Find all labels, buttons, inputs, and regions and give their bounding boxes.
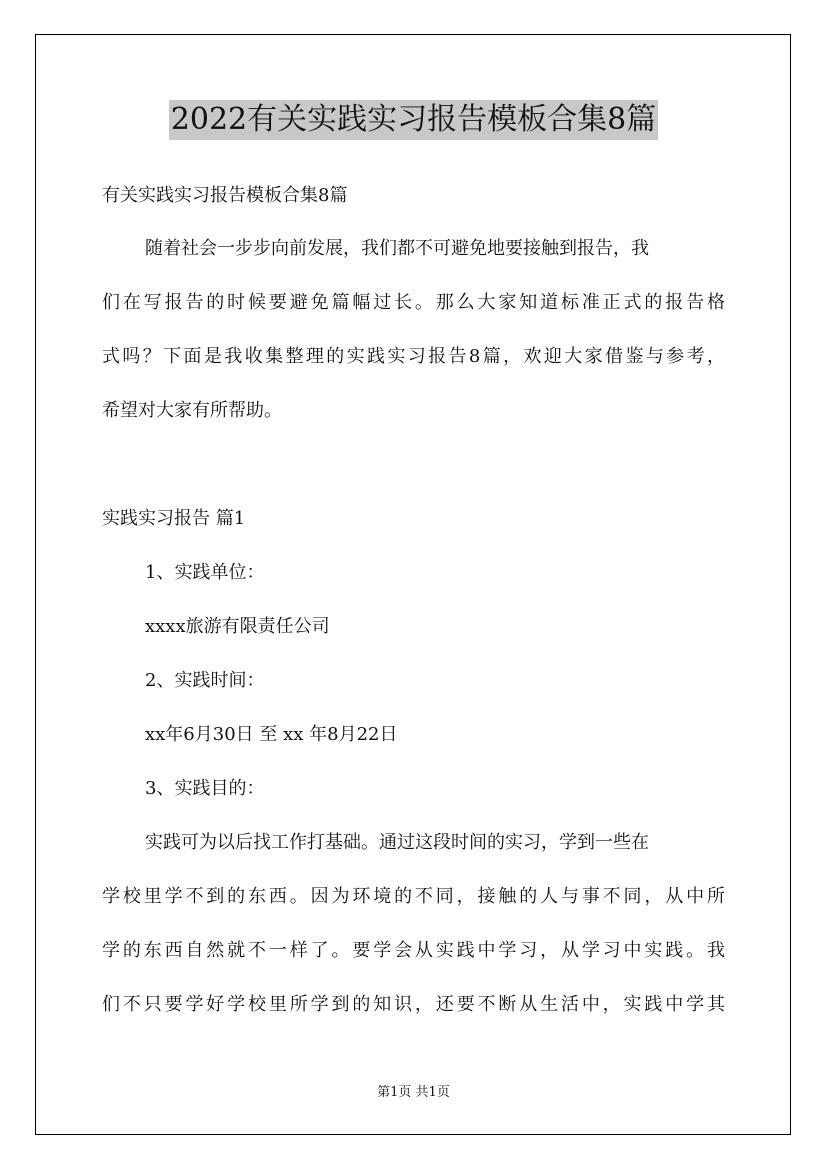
body-paragraph-line: 们不只要学好学校里所学到的知识，还要不断从生活中，实践中学其 bbox=[102, 994, 725, 1015]
page-number-footer: 第1页 共1页 bbox=[377, 1085, 450, 1100]
intro-paragraph-line: 式吗？下面是我收集整理的实践实习报告8篇，欢迎大家借鉴与参考， bbox=[102, 346, 725, 367]
section-heading: 实践实习报告 篇1 bbox=[102, 508, 246, 529]
document-title: 2022有关实践实习报告模板合集8篇 bbox=[169, 100, 658, 140]
item-value: xxxx旅游有限责任公司 bbox=[145, 616, 330, 637]
intro-paragraph-line: 随着社会一步步向前发展，我们都不可避免地要接触到报告，我 bbox=[145, 238, 649, 259]
body-paragraph-line: 学校里学不到的东西。因为环境的不同，接触的人与事不同，从中所 bbox=[102, 886, 725, 907]
item-label: 3、实践目的： bbox=[145, 778, 265, 799]
body-paragraph-line: 学的东西自然就不一样了。要学会从实践中学习，从学习中实践。我 bbox=[102, 940, 725, 961]
item-label: 2、实践时间： bbox=[145, 670, 265, 691]
title-container bbox=[0, 100, 827, 140]
document-subtitle: 有关实践实习报告模板合集8篇 bbox=[102, 185, 348, 206]
intro-paragraph-line: 们在写报告的时候要避免篇幅过长。那么大家知道标准正式的报告格 bbox=[102, 292, 725, 313]
intro-paragraph-line: 希望对大家有所帮助。 bbox=[102, 400, 282, 421]
item-label: 1、实践单位： bbox=[145, 562, 265, 583]
item-value: xx年6月30日 至 xx 年8月22日 bbox=[145, 724, 398, 745]
body-paragraph-line: 实践可为以后找工作打基础。通过这段时间的实习，学到一些在 bbox=[145, 832, 649, 853]
